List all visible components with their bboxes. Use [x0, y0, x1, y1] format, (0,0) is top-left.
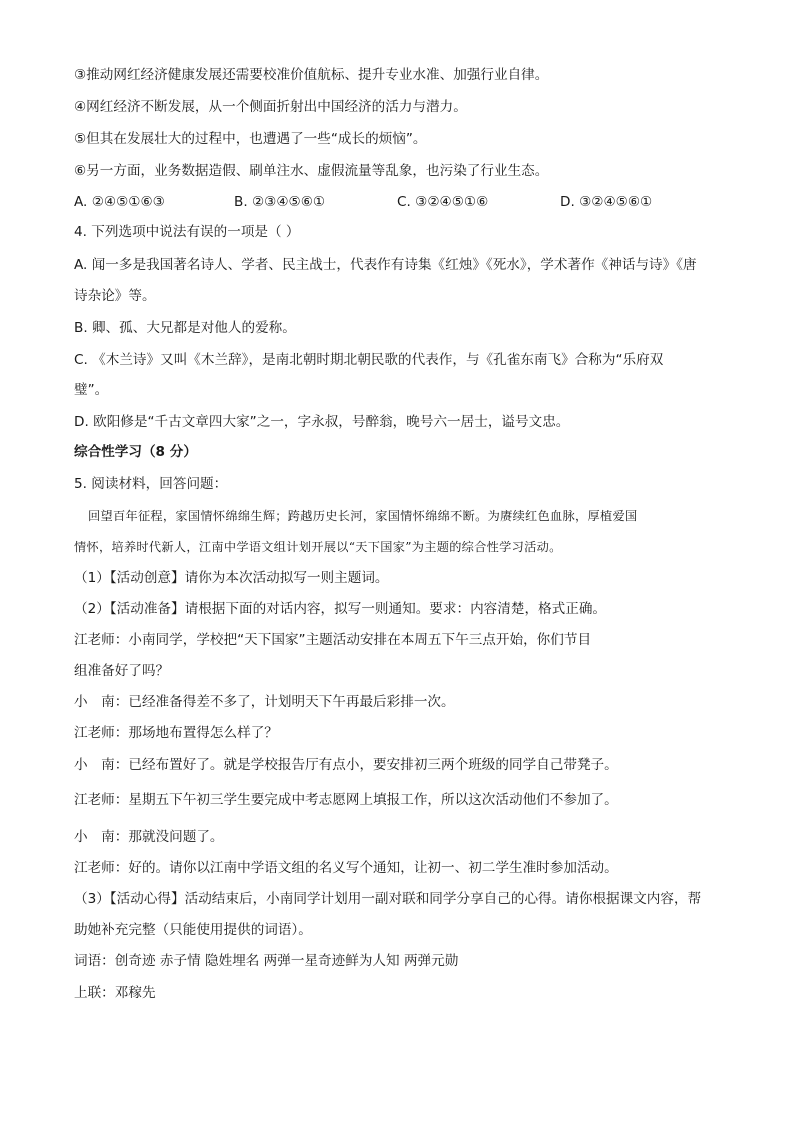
dialogue-line: 江老师：小南同学，学校把“天下国家”主题活动安排在本周五下午三点开始，你们节目 — [74, 632, 592, 648]
q5-stem: 5. 阅读材料，回答问题： — [74, 476, 228, 492]
q5-word-list: 词语：创奇迹 赤子情 隐姓埋名 两弹一星奇迹鲜为人知 两弹元勋 — [74, 953, 459, 969]
q4-option-a-line2: 诗杂论》等。 — [74, 288, 156, 304]
dialogue-line: 小 南：已经布置好了。就是学校报告厅有点小，要安排初三两个班级的同学自己带凳子。 — [74, 757, 618, 773]
dialogue-line: 江老师：好的。请你以江南中学语文组的名义写个通知，让初一、初二学生准时参加活动。 — [74, 860, 618, 876]
dialogue-line: 小 南：已经准备得差不多了，计划明天下午再最后彩排一次。 — [74, 694, 455, 710]
dialogue-line: 小 南：那就没问题了。 — [74, 829, 224, 845]
q5-sub3-line1: （3）【活动心得】活动结束后，小南同学计划用一副对联和同学分享自己的心得。请你根据课文内容，帮 — [74, 891, 702, 907]
q5-sub1: （1）【活动创意】请你为本次活动拟写一则主题词。 — [74, 570, 389, 586]
q3-options — [74, 192, 734, 212]
q4-option-c-line2: 璧”。 — [74, 382, 109, 398]
q4-option-c-line1: C. 《木兰诗》又叫《木兰辞》，是南北朝时期北朝民歌的代表作，与《孔雀东南飞》合称为“乐府双 — [74, 352, 664, 368]
q5-material-line1: 回望百年征程，家国情怀绵绵生辉；跨越历史长河，家国情怀绵绵不断。为赓续红色血脉，厚植爱国 — [88, 509, 638, 523]
section-title: 综合性学习（8 分） — [74, 444, 197, 460]
q5-couplet-first-line: 上联：邓稼先 — [74, 985, 156, 1001]
dialogue-line: 江老师：那场地布置得怎么样了？ — [74, 725, 278, 741]
statement-3: ③推动网红经济健康发展还需要校准价值航标、提升专业水准、加强行业自律。 — [74, 67, 549, 83]
q3-option-b: B. ②③④⑤⑥① — [234, 194, 326, 210]
q3-option-a: A. ②④⑤①⑥③ — [74, 194, 165, 210]
q4-option-d: D. 欧阳修是“千古文章四大家”之一，字永叔，号醉翁，晚号六一居士，谥号文忠。 — [74, 414, 570, 430]
q3-option-d: D. ③②④⑤⑥① — [560, 194, 653, 210]
q4-option-a-line1: A. 闻一多是我国著名诗人、学者、民主战士，代表作有诗集《红烛》《死水》，学术著作《神话与诗》《唐 — [74, 257, 697, 273]
dialogue-line: 组准备好了吗？ — [74, 663, 170, 679]
q5-sub2: （2）【活动准备】请根据下面的对话内容，拟写一则通知。要求：内容清楚，格式正确。 — [74, 601, 607, 617]
statement-6: ⑥另一方面，业务数据造假、刷单注水、虚假流量等乱象，也污染了行业生态。 — [74, 163, 549, 179]
dialogue-line: 江老师：星期五下午初三学生要完成中考志愿网上填报工作，所以这次活动他们不参加了。 — [74, 792, 618, 808]
q3-option-c: C. ③②④⑤①⑥ — [397, 194, 489, 210]
q5-material-line2: 情怀，培养时代新人，江南中学语文组计划开展以“天下国家”为主题的综合性学习活动。 — [74, 540, 562, 554]
q4-option-b: B. 卿、孤、大兄都是对他人的爱称。 — [74, 320, 296, 336]
q4-stem: 4. 下列选项中说法有误的一项是（ ） — [74, 224, 300, 240]
q5-sub3-line2: 助她补充完整（只能使用提供的词语）。 — [74, 922, 312, 938]
statement-4: ④网红经济不断发展，从一个侧面折射出中国经济的活力与潜力。 — [74, 99, 467, 115]
statement-5: ⑤但其在发展壮大的过程中，也遭遇了一些“成长的烦恼”。 — [74, 131, 427, 147]
